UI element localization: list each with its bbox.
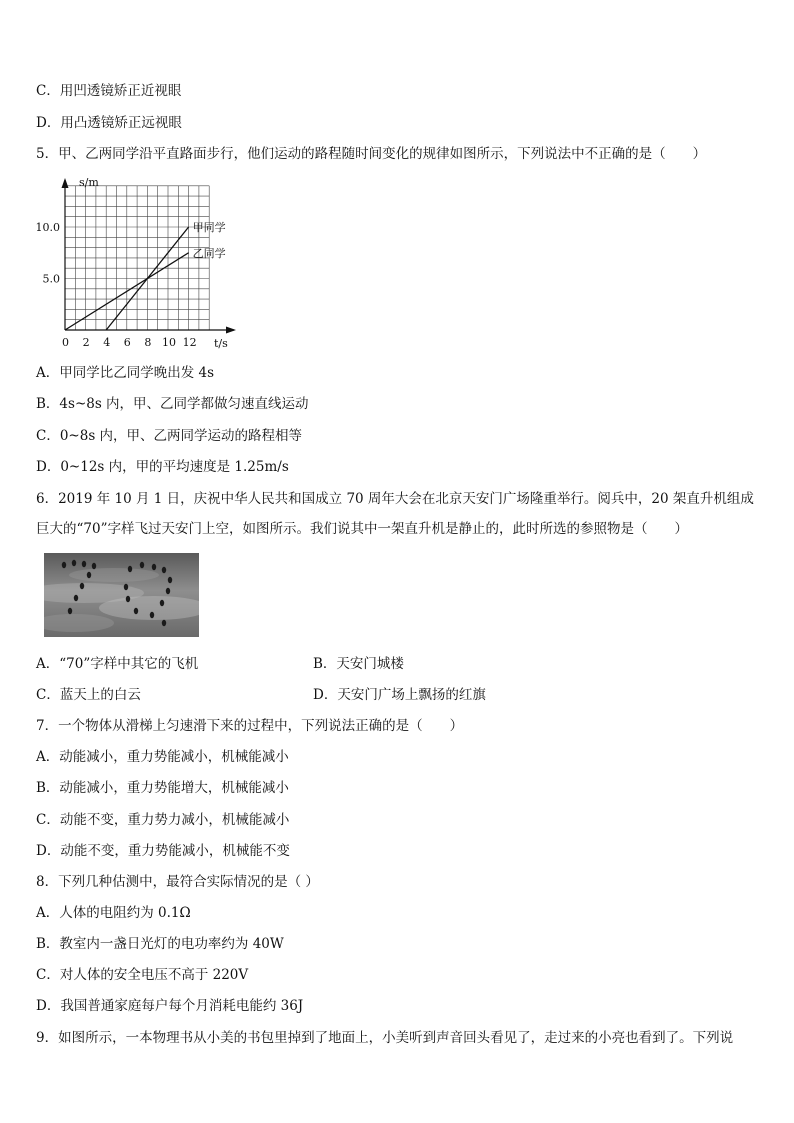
q6-option-d: D．天安门广场上飘扬的红旗	[313, 687, 486, 703]
q5-stem: 5．甲、乙两同学沿平直路面步行，他们运动的路程随时间变化的规律如图所示，下列说法中不正确的是（ ）	[36, 146, 707, 162]
helicopter-mark	[166, 588, 170, 594]
helicopter-mark	[72, 560, 76, 566]
q4-option-c: C．用凹透镜矫正近视眼	[36, 83, 182, 99]
q8-stem: 8．下列几种估测中，最符合实际情况的是（ ）	[36, 874, 319, 890]
y-axis-label: s/m	[79, 176, 99, 189]
q6-option-c: C．蓝天上的白云	[36, 687, 141, 703]
q7-option-d: D．动能不变，重力势能减小，机械能不变	[36, 843, 290, 859]
x-axis-label: t/s	[214, 337, 228, 350]
series-label-1: 甲同学	[192, 221, 226, 234]
q6-stem-line1: 6．2019 年 10 月 1 日，庆祝中华人民共和国成立 70 周年大会在北京天安门广场隆重举行。阅兵中，20 架直升机组成	[36, 491, 754, 507]
helicopter-mark	[150, 612, 154, 618]
x-tick-label: 12	[182, 336, 197, 349]
q5-option-c: C．0~8s 内，甲、乙两同学运动的路程相等	[36, 428, 303, 444]
q8-option-b: B．教室内一盏日光灯的电功率约为 40W	[36, 936, 284, 952]
helicopter-mark	[62, 562, 66, 568]
helicopter-mark	[140, 562, 144, 568]
x-tick-label: 8	[144, 336, 152, 349]
helicopter-mark	[82, 561, 86, 567]
helicopter-mark	[68, 608, 72, 614]
q6-option-b: B．天安门城楼	[313, 656, 404, 672]
y-tick-label: 10.0	[35, 221, 60, 234]
q7-option-a: A．动能减小，重力势能减小，机械能减小	[36, 749, 289, 765]
helicopter-mark	[124, 584, 128, 590]
helicopter-mark	[168, 577, 172, 583]
q7-option-b: B．动能减小，重力势能增大，机械能减小	[36, 780, 289, 796]
q9-stem: 9．如图所示，一本物理书从小美的书包里掉到了地面上，小美听到声音回头看见了，走过来的小亮也看到了。下列说	[36, 1030, 734, 1046]
x-tick-label: 0	[62, 336, 69, 349]
q7-stem: 7．一个物体从滑梯上匀速滑下来的过程中，下列说法正确的是（ ）	[36, 718, 464, 734]
q5-option-b: B．4s~8s 内，甲、乙同学都做匀速直线运动	[36, 396, 309, 412]
helicopter-mark	[128, 566, 132, 572]
series-label-2: 乙同学	[192, 246, 226, 260]
helicopter-mark	[74, 595, 78, 601]
helicopter-mark	[160, 600, 164, 606]
x-axis-arrow	[226, 327, 236, 334]
helicopter-mark	[126, 596, 130, 602]
q7-option-c: C．动能不变，重力势力减小，机械能减小	[36, 812, 290, 828]
helicopter-mark	[80, 583, 84, 589]
helicopter-mark	[152, 564, 156, 570]
helicopter-formation-photo	[44, 553, 199, 637]
x-tick-label: 4	[103, 336, 111, 349]
distance-time-chart	[30, 168, 255, 350]
y-axis-arrow	[62, 178, 69, 188]
q8-option-c: C．对人体的安全电压不高于 220V	[36, 967, 249, 983]
q6-stem-line2: 巨大的“70”字样飞过天安门上空，如图所示。我们说其中一架直升机是静止的，此时所选的参照物是（ ）	[36, 521, 688, 537]
y-tick-label: 5.0	[42, 272, 60, 286]
x-tick-label: 10	[162, 336, 176, 349]
helicopter-mark	[87, 572, 91, 578]
q5-option-a: A．甲同学比乙同学晚出发 4s	[36, 365, 215, 381]
q5-option-d: D．0~12s 内，甲的平均速度是 1.25m/s	[36, 459, 289, 475]
helicopter-mark	[92, 563, 96, 569]
q4-option-d: D．用凸透镜矫正远视眼	[36, 115, 182, 131]
q8-option-d: D．我国普通家庭每户每个月消耗电能约 36J	[36, 998, 304, 1014]
x-tick-label: 6	[123, 336, 131, 349]
helicopter-mark	[134, 608, 138, 614]
q8-option-a: A．人体的电阻约为 0.1Ω	[36, 905, 191, 921]
helicopter-mark	[162, 567, 166, 573]
helicopter-mark	[162, 620, 166, 626]
x-tick-label: 2	[82, 336, 90, 349]
q6-option-a: A．“70”字样中其它的飞机	[36, 656, 199, 672]
